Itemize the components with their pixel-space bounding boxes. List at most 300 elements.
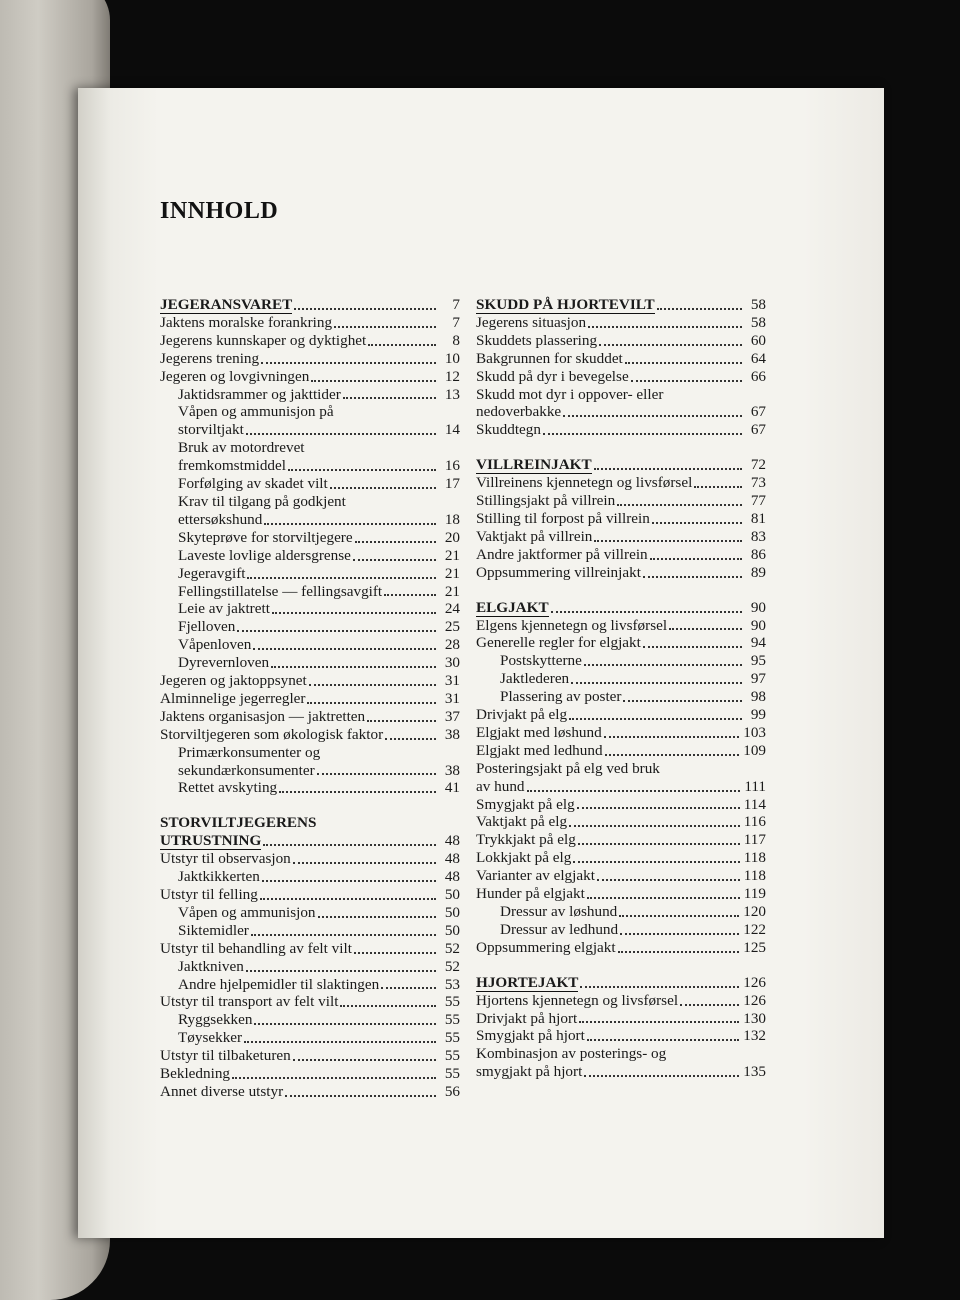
toc-page-number: 16 [444,457,460,475]
toc-entry [476,742,766,760]
toc-page-number: 114 [743,795,766,813]
toc-entry [476,314,766,332]
dot-leader [317,771,436,775]
toc-page-number: 90 [750,616,766,634]
toc-entry [160,1047,460,1065]
toc-entry [476,617,766,635]
toc-entry-title: Jegeren og jaktoppsynet [160,672,307,690]
toc-entry [160,547,460,565]
toc-page-number: 52 [444,957,460,975]
toc-entry [160,868,460,886]
toc-entry [476,939,766,957]
dot-leader [594,538,742,542]
toc-page-number: 119 [743,885,766,903]
dot-leader [579,1019,739,1023]
toc-entry-title: Jegerens kunnskaper og dyktighet [160,331,367,349]
toc-entry [476,634,766,652]
toc-entry-title: Dressur av løshund [500,903,618,920]
toc-page-number: 28 [444,636,460,654]
toc-entry-title: Stilling til forpost på villrein [476,509,650,527]
toc-left-column [160,296,460,1101]
toc-entry-title: VILLREINJAKT [476,456,592,474]
toc-entry [476,796,766,814]
toc-page-number: 58 [750,296,766,313]
dot-leader [385,736,436,740]
toc-entry-title: Skuddtegn [476,421,541,439]
toc-entry-title: smygjakt på hjort [476,1063,583,1081]
toc-page-number: 56 [444,1082,460,1100]
toc-page-number: 95 [750,652,766,670]
toc-entry-title: ELGJAKT [476,598,549,616]
toc-entry [160,457,460,475]
toc-entry-title: Jaktens moralske forankring [160,313,333,331]
toc-entry-title: Oppsummering villreinjakt [476,563,641,581]
toc-page-number: 109 [743,741,766,759]
toc-entry [476,813,766,831]
dot-leader [271,664,436,668]
toc-page-number: 30 [444,654,460,672]
toc-entry-title: Utstyr til behandling av felt vilt [160,939,352,957]
toc-page-number: 55 [444,1047,460,1065]
dot-leader [657,306,742,310]
toc-entry [476,831,766,849]
dot-leader [680,1002,739,1006]
section-gap [160,797,460,814]
toc-entry-title: Drivjakt på elg [476,706,568,724]
toc-entry [160,314,460,332]
toc-page-number: 116 [743,813,766,831]
toc-page-number: 117 [743,831,766,849]
toc-entry [160,1029,460,1047]
dot-leader [384,592,436,596]
toc-page-number: 60 [750,331,766,349]
dot-leader [309,682,436,686]
dot-leader [619,913,739,917]
toc-entry [476,368,766,386]
toc-entry-title: Utstyr til felling [160,886,258,903]
dot-leader [594,466,742,470]
dot-leader [367,718,436,722]
toc-entry-title: Lokkjakt på elg [476,849,572,867]
dot-leader [587,895,740,899]
toc-page-number: 50 [444,903,460,921]
toc-page-number: 31 [444,672,460,690]
toc-entry [160,940,460,958]
toc-entry [476,706,766,724]
dot-leader [587,1037,739,1041]
toc-page-number: 12 [444,367,460,385]
dot-leader [262,878,436,882]
toc-entry-title: storviltjakt [178,421,244,439]
toc-entry [160,958,460,976]
dot-leader [264,521,436,525]
toc-entry-title: Ryggsekken [178,1011,253,1029]
toc-page-number: 130 [743,1009,766,1027]
toc-entry [476,670,766,688]
dot-leader [631,378,742,382]
toc-page-number: 14 [444,421,460,439]
dot-leader [355,539,436,543]
toc-section-heading [476,974,766,992]
toc-entry [160,618,460,636]
dot-leader [577,805,740,809]
toc-entry [476,1063,766,1081]
toc-entry [160,654,460,672]
toc-page-number: 83 [750,527,766,545]
toc-page-number: 21 [444,582,460,600]
dot-leader [551,609,742,613]
dot-leader [563,413,742,417]
dot-leader [254,1021,436,1025]
toc-page-number: 72 [750,456,766,474]
toc-entry-title: Jaktkikkerten [178,868,260,886]
toc-entry-title: Vaktjakt på villrein [476,527,593,545]
toc-page-number: 52 [444,939,460,957]
toc-page-number: 103 [743,723,766,741]
toc-entry-title: Elgjakt med ledhund [476,741,603,759]
toc-entry-line: Bruk av motordrevet [178,439,305,457]
toc-entry-title: Bekledning [160,1065,231,1083]
toc-page-number: 50 [444,886,460,903]
toc-entry [476,688,766,706]
toc-entry [160,529,460,547]
dot-leader [294,306,436,310]
toc-page-number: 48 [444,850,460,868]
toc-entry-line: Skudd mot dyr i oppover- eller [476,385,664,403]
toc-entry [160,976,460,994]
dot-leader [334,324,436,328]
toc-entry [160,386,460,404]
toc-entry-title: sekundærkonsumenter [178,761,315,779]
toc-entry [160,690,460,708]
toc-entry [476,1027,766,1045]
dot-leader [643,644,742,648]
toc-page-number: 66 [750,367,766,385]
toc-page-number: 132 [743,1027,766,1045]
dot-leader [253,646,436,650]
dot-leader [580,984,739,988]
dot-leader [247,575,436,579]
dot-leader [625,360,742,364]
dot-leader [354,950,436,954]
toc-entry [476,528,766,546]
toc-entry [160,511,460,529]
toc-entry-title: UTRUSTNING [160,832,262,850]
toc-entry-title: Forfølging av skadet vilt [178,475,328,493]
toc-entry-title: Jegeren og lovgivningen [160,367,310,385]
toc-entry [160,993,460,1011]
toc-entry [476,867,766,885]
toc-page-number: 53 [444,975,460,993]
toc-page-number: 38 [444,725,460,743]
toc-entry [476,1010,766,1028]
toc-entry-line: Krav til tilgang på godkjent [178,492,346,510]
toc-entry-title: Fjelloven [178,618,236,636]
toc-page-number: 20 [444,528,460,546]
toc-section-heading [476,599,766,617]
dot-leader [293,860,436,864]
toc-entry-title: Jegerens situasjon [476,313,587,331]
dot-leader [232,1075,436,1079]
dot-leader [694,484,742,488]
toc-page-number: 50 [444,921,460,939]
toc-page-number: 86 [750,545,766,563]
toc-entry-line: Posteringsjakt på elg ved bruk [476,759,660,777]
toc-page-number: 55 [444,1065,460,1083]
dot-leader [584,662,742,666]
dot-leader [669,626,742,630]
toc-page-number: 126 [743,973,766,991]
toc-entry-line: Primærkonsumenter og [178,743,321,761]
toc-entry [476,778,766,796]
toc-entry [476,564,766,582]
toc-entry [476,510,766,528]
dot-leader [584,1073,739,1077]
toc-entry-title: Dressur av ledhund [500,920,619,938]
toc-entry-title: Oppsummering elgjakt [476,938,616,956]
toc-entry [476,652,766,670]
toc-entry [476,350,766,368]
toc-entry [476,992,766,1010]
dot-leader [617,502,742,506]
dot-leader [272,610,436,614]
dot-leader [285,1093,436,1097]
toc-entry-title: Jaktens organisasjon — jaktretten [160,707,366,725]
toc-page-number: 81 [750,509,766,527]
toc-entry-title: Andre jaktformer på villrein [476,545,648,563]
toc-page-number: 38 [444,761,460,779]
toc-page-number: 31 [444,689,460,707]
toc-section-heading [476,296,766,314]
toc-entry [160,708,460,726]
dot-leader [652,520,742,524]
toc-entry-title: Trykkjakt på elg [476,831,576,849]
dot-leader [288,467,436,471]
toc-page-number: 7 [452,296,460,313]
dot-leader [620,931,739,935]
toc-entry [160,565,460,583]
toc-entry [160,350,460,368]
toc-entry-title: Elgens kjennetegn og livsførsel [476,616,668,634]
toc-page-number: 99 [750,706,766,724]
dot-leader [543,431,742,435]
toc-entry [476,724,766,742]
toc-entry [160,636,460,654]
toc-entry-title: Alminnelige jegerregler [160,689,306,707]
toc-entry [160,1011,460,1029]
toc-entry-title: Dyrevernloven [178,654,270,672]
toc-entry-title: Utstyr til observasjon [160,850,291,868]
toc-entry [160,726,460,744]
toc-page-number: 21 [444,564,460,582]
dot-leader [279,789,436,793]
toc-entry [476,403,766,421]
dot-leader [643,574,742,578]
toc-page-number: 118 [743,849,766,867]
toc-page-number: 90 [750,598,766,616]
dot-leader [340,1003,436,1007]
toc-entry-title: Plassering av poster [500,688,622,706]
toc-entry-title: Drivjakt på hjort [476,1009,578,1027]
toc-entry-title: Skudd på dyr i bevegelse [476,367,629,385]
toc-entry-title: Postskytterne [500,652,582,670]
dot-leader [597,877,740,881]
toc-page-number: 58 [750,313,766,331]
toc-page-number: 64 [750,349,766,367]
toc-entry-title: nedoverbakke [476,403,562,421]
toc-page-number: 48 [444,868,460,886]
dot-leader [246,431,436,435]
toc-entry [160,421,460,439]
toc-entry-title: Jegeravgift [178,564,246,582]
dot-leader [330,485,436,489]
dot-leader [623,698,742,702]
dot-leader [260,896,436,900]
toc-page-number: 67 [750,403,766,421]
toc-page-number: 18 [444,510,460,528]
toc-entry-title: Generelle regler for elgjakt [476,634,641,652]
toc-entry-line: Våpen og ammunisjon på [178,403,334,421]
toc-entry-title: Leie av jaktrett [178,600,270,618]
toc-entry [160,672,460,690]
dot-leader [353,557,436,561]
toc-page-number: 111 [744,777,766,795]
toc-entry [160,1083,460,1101]
dot-leader [261,360,436,364]
dot-leader [569,716,742,720]
toc-page-number: 55 [444,1011,460,1029]
toc-entry [160,368,460,386]
toc-right-column [476,296,766,1081]
toc-entry-title: Utstyr til transport av felt vilt [160,993,339,1011]
toc-entry-title: Jaktkniven [178,957,244,975]
toc-entry-title: Tøysekker [178,1029,243,1047]
toc-entry-title: Annet diverse utstyr [160,1082,284,1100]
toc-page-number: 135 [743,1063,766,1081]
dot-leader [343,395,436,399]
toc-entry-title: Jegerens trening [160,349,260,367]
dot-leader [263,842,436,846]
toc-entry [160,1065,460,1083]
dot-leader [381,985,436,989]
toc-page-number: 67 [750,421,766,439]
page-title: INNHOLD [160,198,279,224]
toc-page-number: 98 [750,688,766,706]
dot-leader [578,841,740,845]
toc-entry [160,600,460,618]
toc-entry-title: fremkomstmiddel [178,457,286,475]
toc-entry-title: Våpenloven [178,636,252,654]
dot-leader [307,700,436,704]
toc-entry-title: Stillingsjakt på villrein [476,492,616,510]
toc-entry [476,421,766,439]
toc-page-number: 37 [444,707,460,725]
toc-entry [160,762,460,780]
toc-entry-title: Andre hjelpemidler til slaktingen [178,975,380,993]
dot-leader [293,1057,436,1061]
toc-page-number: 89 [750,563,766,581]
toc-entry-title: Smygjakt på elg [476,795,575,813]
dot-leader [527,788,741,792]
toc-entry [476,546,766,564]
dot-leader [650,556,742,560]
toc-entry-title: Skyteprøve for storviltjegere [178,528,353,546]
section-gap [476,957,766,974]
toc-entry-title: Hunder på elgjakt [476,885,585,903]
toc-section-heading [160,832,460,850]
toc-page-number: 73 [750,474,766,492]
toc-entry-title: Våpen og ammunisjon [178,903,316,921]
toc-entry [160,886,460,904]
toc-page-number: 48 [444,832,460,850]
toc-entry [476,492,766,510]
toc-entry-title: Jaktlederen [500,670,570,688]
dot-leader [618,949,740,953]
toc-entry-title: Siktemidler [178,921,249,939]
toc-entry-title: SKUDD PÅ HJORTEVILT [476,295,655,313]
toc-page-number: 77 [750,492,766,510]
dot-leader [318,914,436,918]
toc-entry [476,849,766,867]
toc-entry-title: Laveste lovlige aldersgrense [178,546,351,564]
toc-entry-title: HJORTEJAKT [476,973,579,991]
section-gap [476,582,766,599]
dot-leader [573,859,739,863]
dot-leader [251,932,436,936]
dot-leader [605,752,740,756]
toc-page-number: 126 [743,991,766,1009]
toc-entry [160,850,460,868]
toc-page-number: 97 [750,670,766,688]
toc-page-number: 94 [750,634,766,652]
toc-entry-title: Jaktidsrammer og jakttider [178,385,341,403]
toc-entry-title: av hund [476,777,525,795]
toc-page-number: 17 [444,475,460,493]
toc-entry-title: Vaktjakt på elg [476,813,568,831]
toc-entry [476,885,766,903]
dot-leader [368,342,436,346]
dot-leader [604,734,740,738]
toc-entry-title: Bakgrunnen for skuddet [476,349,623,367]
toc-page-number: 120 [743,903,766,920]
toc-page-number: 13 [444,385,460,403]
toc-entry-title: Storviltjegeren som økologisk faktor [160,725,384,743]
facing-page-bleed: ​ [8,170,12,203]
toc-page-number: 118 [743,867,766,885]
toc-section-heading-line: STORVILTJEGERENS [160,814,317,832]
toc-entry-title: Smygjakt på hjort [476,1027,585,1045]
toc-entry-title: Elgjakt med løshund [476,723,602,741]
toc-entry [476,474,766,492]
toc-entry [160,583,460,601]
toc-entry [160,922,460,940]
toc-entry [476,332,766,350]
book-page [78,88,884,1238]
dot-leader [571,680,742,684]
toc-page-number: 8 [452,331,460,349]
toc-section-heading [476,456,766,474]
toc-page-number: 41 [444,779,460,797]
toc-entry-title: Varianter av elgjakt [476,867,595,885]
dot-leader [569,823,740,827]
dot-leader [599,342,742,346]
toc-entry [160,475,460,493]
dot-leader [244,1039,436,1043]
toc-page-number: 21 [444,546,460,564]
toc-page-number: 24 [444,600,460,618]
toc-entry [160,779,460,797]
toc-page-number: 122 [743,920,766,938]
